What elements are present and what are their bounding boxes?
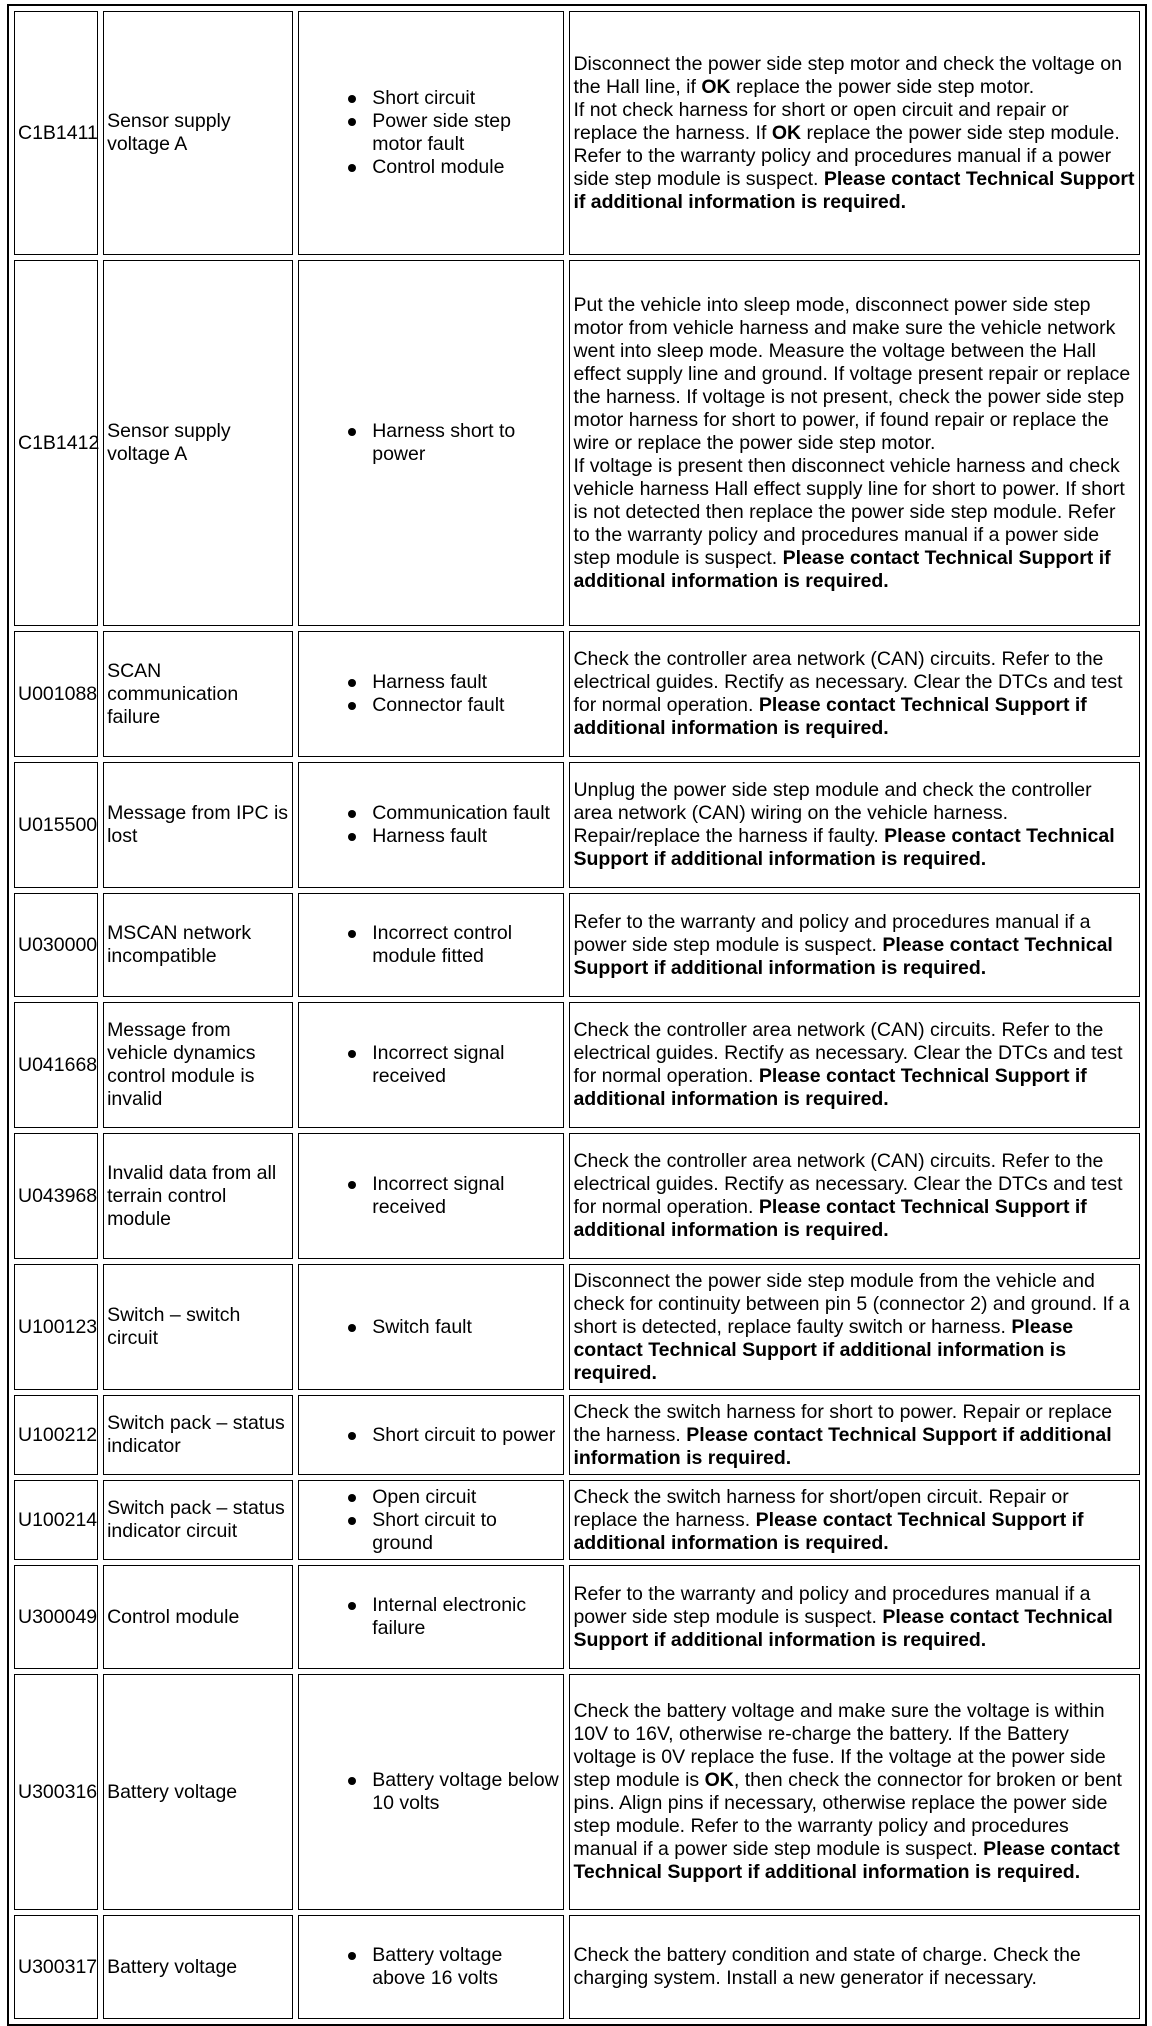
action-segment: replace the power side step module. Refer to the warranty policy and procedures manual if a power side step module is suspect. bbox=[573, 121, 1120, 190]
cause-list bbox=[302, 87, 560, 179]
action-text bbox=[569, 260, 1140, 626]
possible-causes bbox=[298, 1565, 564, 1669]
action-segment: , then check the connector for broken or bent pins. Align pins if necessary, otherwise replace the power side step module. Refer to the warranty policy and procedures manual if a power side step module is suspect. bbox=[573, 1769, 1122, 1860]
dtc-code: U015500 bbox=[14, 762, 98, 888]
table-row bbox=[14, 11, 1140, 255]
action-text bbox=[569, 1480, 1140, 1560]
table-row bbox=[14, 1395, 1140, 1475]
list-item: Short circuit bbox=[372, 87, 560, 110]
dtc-code: U300317 bbox=[14, 1915, 98, 2019]
table-row bbox=[14, 1002, 1140, 1128]
cause-list bbox=[302, 671, 560, 717]
cause-list bbox=[302, 1486, 560, 1555]
dtc-description: Message from IPC is lost bbox=[103, 762, 293, 888]
action-emphasis: Please contact Technical Support if additional information is required. bbox=[573, 546, 1111, 592]
dtc-code: C1B1412 bbox=[14, 260, 98, 626]
list-item: Incorrect signal received bbox=[372, 1042, 560, 1088]
table-row bbox=[14, 1915, 1140, 2019]
dtc-code: U300049 bbox=[14, 1565, 98, 1669]
action-segment: Check the switch harness for short/open circuit. Repair or replace the harness. bbox=[573, 1485, 1069, 1531]
action-emphasis: Please contact Technical Support if additional information is required. bbox=[573, 167, 1135, 213]
action-emphasis: OK bbox=[704, 1769, 734, 1791]
dtc-description: MSCAN network incompatible bbox=[103, 893, 293, 997]
action-emphasis: OK bbox=[701, 75, 731, 98]
dtc-description: Switch pack – status indicator circuit bbox=[103, 1480, 293, 1560]
table-row bbox=[14, 260, 1140, 626]
action-text bbox=[569, 631, 1140, 757]
action-emphasis: Please contact Technical Support if additional information is required. bbox=[573, 694, 1087, 739]
action-text bbox=[569, 1133, 1140, 1259]
dtc-code: U041668 bbox=[14, 1002, 98, 1128]
table-row bbox=[14, 1264, 1140, 1390]
action-text bbox=[569, 1264, 1140, 1390]
action-segment: Check the battery voltage and make sure the voltage is within 10V to 16V, otherwise re-charge the battery. If the Battery voltage is 0V replace the fuse. If the voltage at the power side step module is bbox=[573, 1700, 1106, 1791]
action-emphasis: Please contact Technical Support if additional information is required. bbox=[573, 1423, 1112, 1469]
action-emphasis: Please contact Technical Support if additional information is required. bbox=[573, 1065, 1087, 1110]
table-row bbox=[14, 893, 1140, 997]
dtc-table-body bbox=[14, 11, 1140, 2019]
action-emphasis: Please contact Technical Support if additional information is required. bbox=[573, 1508, 1084, 1554]
list-item: Control module bbox=[372, 156, 560, 179]
action-text bbox=[569, 762, 1140, 888]
action-text bbox=[569, 1565, 1140, 1669]
action-segment: If not check harness for short or open circuit and repair or replace the harness. If bbox=[573, 98, 1069, 144]
cause-list bbox=[302, 922, 560, 968]
cause-list bbox=[302, 802, 560, 848]
table-row bbox=[14, 762, 1140, 888]
list-item: Incorrect control module fitted bbox=[372, 922, 560, 968]
list-item: Connector fault bbox=[372, 694, 560, 717]
dtc-description: Switch – switch circuit bbox=[103, 1264, 293, 1390]
action-segment: If voltage is present then disconnect vehicle harness and check vehicle harness Hall effect supply line for short to power. If short is not detected then replace the power side step module. Refer to the warranty policy and procedures manual if a power side step module is suspect. bbox=[573, 454, 1125, 569]
dtc-code: U300316 bbox=[14, 1674, 98, 1910]
dtc-description: Sensor supply voltage A bbox=[103, 260, 293, 626]
action-segment: Check the switch harness for short to power. Repair or replace the harness. bbox=[573, 1400, 1113, 1446]
possible-causes bbox=[298, 762, 564, 888]
dtc-code: U030000 bbox=[14, 893, 98, 997]
list-item: Battery voltage above 16 volts bbox=[372, 1944, 560, 1990]
action-segment: Refer to the warranty and policy and procedures manual if a power side step module is suspect. bbox=[573, 1582, 1091, 1628]
action-emphasis: OK bbox=[771, 121, 802, 144]
possible-causes bbox=[298, 1674, 564, 1910]
dtc-code: U100123 bbox=[14, 1264, 98, 1390]
list-item: Incorrect signal received bbox=[372, 1173, 560, 1219]
dtc-description: Message from vehicle dynamics control module is invalid bbox=[103, 1002, 293, 1128]
dtc-code: U001088 bbox=[14, 631, 98, 757]
action-segment: Put the vehicle into sleep mode, disconnect power side step motor from vehicle harness and make sure the vehicle network went into sleep mode. Measure the voltage between the Hall effect supply line and ground. If voltage present repair or replace the harness. If voltage is not present, check the power side step motor harness for short to power, if found repair or replace the wire or replace the power side step motor. bbox=[573, 293, 1131, 454]
list-item: Communication fault bbox=[372, 802, 560, 825]
cause-list bbox=[302, 1944, 560, 1990]
list-item: Harness fault bbox=[372, 825, 560, 848]
possible-causes bbox=[298, 1395, 564, 1475]
table-row bbox=[14, 1133, 1140, 1259]
dtc-code: U043968 bbox=[14, 1133, 98, 1259]
action-emphasis: Please contact Technical Support if additional information is required. bbox=[573, 1605, 1113, 1651]
possible-causes bbox=[298, 631, 564, 757]
possible-causes bbox=[298, 1480, 564, 1560]
dtc-description: Battery voltage bbox=[103, 1674, 293, 1910]
action-segment: Disconnect the power side step module from the vehicle and check for continuity between pin 5 (connector 2) and ground. If a short is detected, replace faulty switch or harness. bbox=[573, 1269, 1130, 1338]
possible-causes bbox=[298, 893, 564, 997]
action-segment: Check the controller area network (CAN) circuits. Refer to the electrical guides. Rectify as necessary. Clear the DTCs and test for normal operation. bbox=[573, 648, 1123, 716]
action-segment: Check the controller area network (CAN) circuits. Refer to the electrical guides. Rectify as necessary. Clear the DTCs and test for normal operation. bbox=[573, 1019, 1123, 1087]
action-segment: Unplug the power side step module and check the controller area network (CAN) wiring on the vehicle harness. Repair/replace the harness if faulty. bbox=[573, 779, 1092, 847]
list-item: Short circuit to power bbox=[372, 1424, 560, 1447]
action-text bbox=[569, 1002, 1140, 1128]
action-emphasis: Please contact Technical Support if additional information is required. bbox=[573, 825, 1115, 870]
dtc-description: Control module bbox=[103, 1565, 293, 1669]
cause-list bbox=[302, 1769, 560, 1815]
action-emphasis: Please contact Technical Support if additional information is required. bbox=[573, 933, 1113, 979]
dtc-description: Sensor supply voltage A bbox=[103, 11, 293, 255]
cause-list bbox=[302, 1173, 560, 1219]
dtc-table bbox=[7, 4, 1147, 2026]
dtc-code: U100212 bbox=[14, 1395, 98, 1475]
list-item: Harness short to power bbox=[372, 420, 560, 466]
action-segment: Check the battery condition and state of charge. Check the charging system. Install a new generator if necessary. bbox=[573, 1944, 1081, 1989]
possible-causes bbox=[298, 1002, 564, 1128]
list-item: Short circuit to ground bbox=[372, 1509, 560, 1555]
possible-causes bbox=[298, 11, 564, 255]
action-emphasis: Please contact Technical Support if additional information is required. bbox=[573, 1315, 1074, 1384]
list-item: Power side step motor fault bbox=[372, 110, 560, 156]
action-segment: replace the power side step motor. bbox=[730, 75, 1035, 98]
dtc-code: U100214 bbox=[14, 1480, 98, 1560]
cause-list bbox=[302, 1316, 560, 1339]
list-item: Harness fault bbox=[372, 671, 560, 694]
action-text bbox=[569, 1674, 1140, 1910]
table-row bbox=[14, 1480, 1140, 1560]
possible-causes bbox=[298, 1133, 564, 1259]
list-item: Battery voltage below 10 volts bbox=[372, 1769, 559, 1814]
cause-list bbox=[302, 1042, 560, 1088]
cause-list bbox=[302, 1424, 560, 1447]
table-row bbox=[14, 631, 1140, 757]
table-row bbox=[14, 1565, 1140, 1669]
possible-causes bbox=[298, 260, 564, 626]
list-item: Open circuit bbox=[372, 1486, 560, 1509]
action-text bbox=[569, 1395, 1140, 1475]
list-item: Internal electronic failure bbox=[372, 1594, 560, 1640]
dtc-table-container bbox=[7, 4, 1147, 2026]
dtc-description: Invalid data from all terrain control module bbox=[103, 1133, 293, 1259]
cause-list bbox=[302, 1594, 560, 1640]
action-emphasis: Please contact Technical Support if additional information is required. bbox=[573, 1838, 1120, 1883]
list-item: Switch fault bbox=[372, 1316, 560, 1339]
dtc-description: SCAN communication failure bbox=[103, 631, 293, 757]
dtc-description: Battery voltage bbox=[103, 1915, 293, 2019]
possible-causes bbox=[298, 1915, 564, 2019]
table-row bbox=[14, 1674, 1140, 1910]
action-text bbox=[569, 11, 1140, 255]
dtc-code: C1B1411 bbox=[14, 11, 98, 255]
action-text bbox=[569, 1915, 1140, 2019]
action-emphasis: Please contact Technical Support if additional information is required. bbox=[573, 1196, 1087, 1241]
possible-causes bbox=[298, 1264, 564, 1390]
action-segment: Disconnect the power side step motor and check the voltage on the Hall line, if bbox=[573, 52, 1122, 98]
dtc-description: Switch pack – status indicator bbox=[103, 1395, 293, 1475]
cause-list bbox=[302, 420, 560, 466]
action-text bbox=[569, 893, 1140, 997]
action-segment: Refer to the warranty and policy and procedures manual if a power side step module is suspect. bbox=[573, 910, 1091, 956]
action-segment: Check the controller area network (CAN) circuits. Refer to the electrical guides. Rectify as necessary. Clear the DTCs and test for normal operation. bbox=[573, 1150, 1123, 1218]
